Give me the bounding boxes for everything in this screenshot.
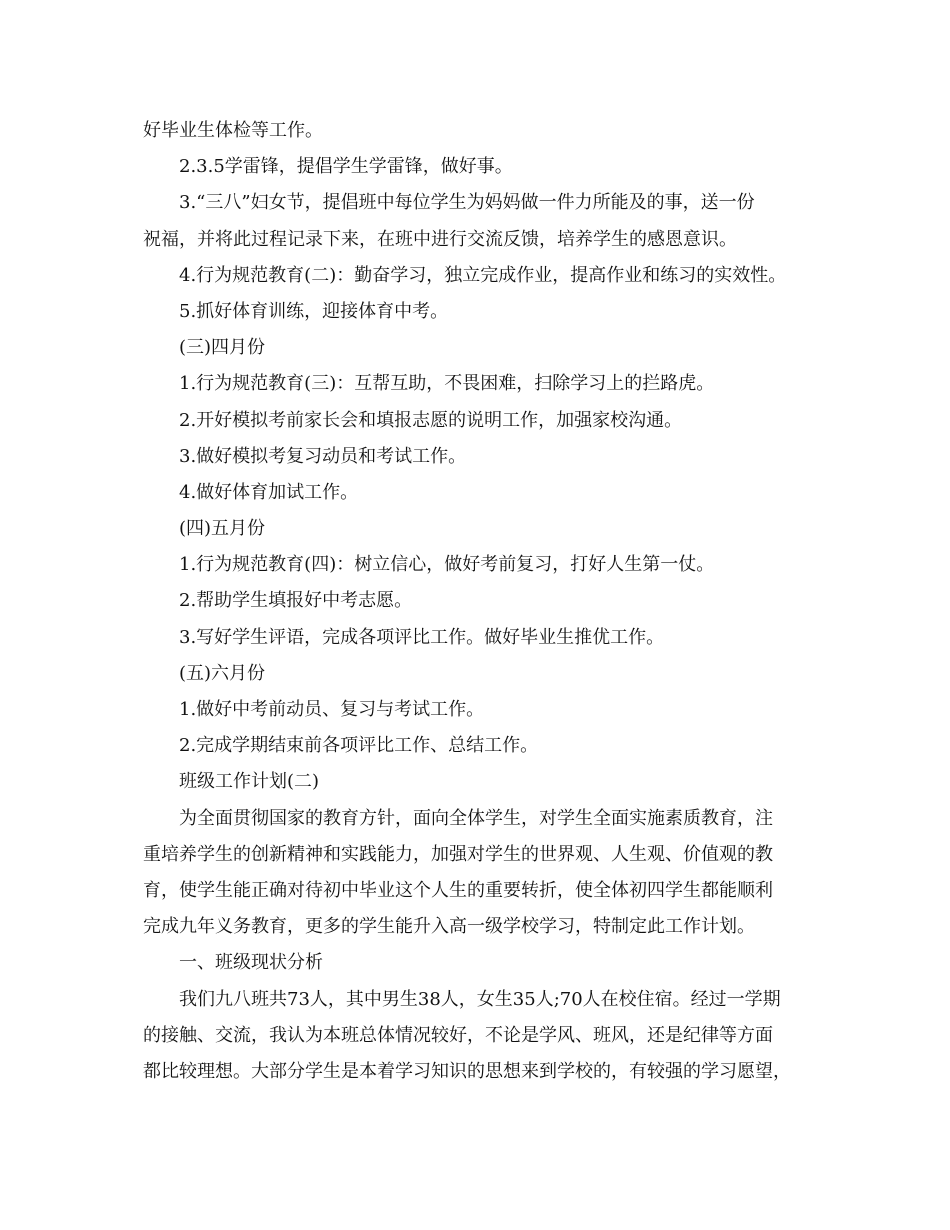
text-line: 1.做好中考前动员、复习与考试工作。 [179,699,485,720]
section-heading: (三)四月份 [179,337,266,359]
text-line: 我们九八班共73人，其中男生38人，女生35人;70人在校住宿。经过一学期 [179,988,781,1010]
text-line: 1.行为规范教育(四)：树立信心，做好考前复习，打好人生第一仗。 [179,554,715,576]
text-line: 都比较理想。大部分学生是本着学习知识的思想来到学校的，有较强的学习愿望， [143,1060,791,1082]
text-line: 2.3.5学雷锋，提倡学生学雷锋，做好事。 [179,156,513,178]
text-line: 4.行为规范教育(二)：勤奋学习，独立完成作业，提高作业和练习的实效性。 [179,264,787,286]
section-heading: (五)六月份 [179,662,266,684]
text-line: 育，使学生能正确对待初中毕业这个人生的重要转折，使全体初四学生都能顺利 [143,879,773,901]
text-line: 2.完成学期结束前各项评比工作、总结工作。 [179,735,539,757]
text-line: 好毕业生体检等工作。 [143,120,323,141]
text-line: 完成九年义务教育，更多的学生能升入高一级学校学习，特制定此工作计划。 [143,916,755,938]
text-line: 为全面贯彻国家的教育方针，面向全体学生，对学生全面实施素质教育，注 [179,807,773,829]
text-line: 3.“三八”妇女节，提倡班中每位学生为妈妈做一件力所能及的事，送一份 [179,192,755,214]
section-heading: 一、班级现状分析 [179,952,323,974]
text-line: 5.抓好体育训练，迎接体育中考。 [179,300,449,322]
text-line: 重培养学生的创新精神和实践能力，加强对学生的世界观、人生观、价值观的教 [143,843,773,865]
text-line: 3.做好模拟考复习动员和考试工作。 [179,445,467,467]
document-body [143,113,813,1090]
text-line: 3.写好学生评语，完成各项评比工作。做好毕业生推优工作。 [179,626,665,648]
text-line: 祝福，并将此过程记录下来，在班中进行交流反馈，培养学生的感恩意识。 [143,228,737,250]
document-title: 班级工作计划(二) [179,771,320,793]
section-heading: (四)五月份 [179,518,266,540]
text-line: 的接触、交流，我认为本班总体情况较好，不论是学风、班风，还是纪律等方面 [143,1024,773,1046]
text-line: 1.行为规范教育(三)：互帮互助，不畏困难，扫除学习上的拦路虎。 [179,373,715,395]
text-line: 4.做好体育加试工作。 [179,481,359,503]
text-line: 2.开好模拟考前家长会和填报志愿的说明工作，加强家校沟通。 [179,409,683,431]
text-line: 2.帮助学生填报好中考志愿。 [179,590,413,612]
